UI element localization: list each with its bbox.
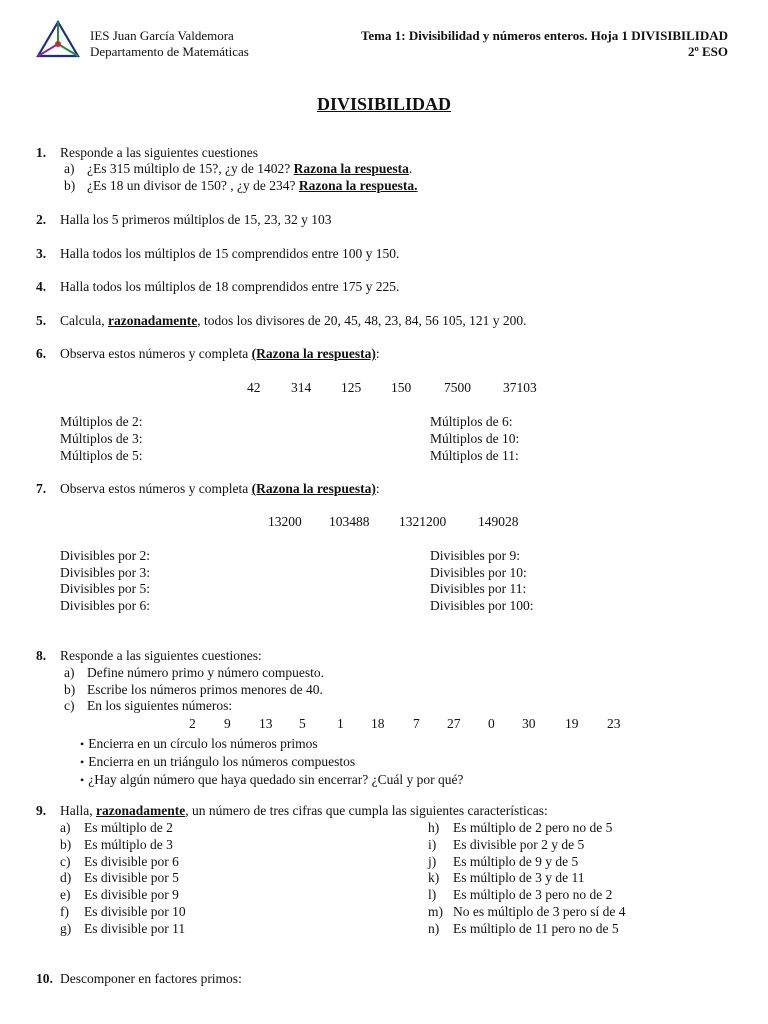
q8-bullets — [80, 735, 463, 789]
q1-a-label: a) — [64, 161, 75, 176]
q1-number: 1. — [36, 145, 47, 160]
q7-right-item: Divisibles por 11: — [430, 581, 527, 596]
q9-right-item: i) Es divisible por 2 y de 5 — [428, 836, 585, 852]
q6-number-item: 42 — [247, 380, 261, 395]
q7-numbers — [268, 514, 519, 530]
q6-left-item: Múltiplos de 2: — [60, 414, 143, 429]
q8-bullet-item: • Encierra en un triángulo los números compuestos — [80, 753, 463, 771]
q9-left-item: f) Es divisible por 10 — [60, 903, 186, 919]
course-label: 2º ESO — [687, 44, 728, 59]
q9-bold: razonadamente — [96, 803, 186, 818]
q7-number-item: 149028 — [478, 514, 519, 529]
q1-b — [87, 178, 417, 194]
q8-number-item: 27 — [447, 716, 461, 731]
q4-number: 4. — [36, 279, 47, 294]
q7-right-item: Divisibles por 9: — [430, 548, 520, 563]
q6-right-col — [430, 413, 519, 464]
page-title: DIVISIBILIDAD — [316, 94, 452, 114]
q5-post: , todos los divisores de 20, 45, 48, 23, 84, 56 105, 121 y 200. — [197, 313, 527, 328]
q9-number: 9. — [36, 803, 47, 818]
q8-number-item: 13 — [259, 716, 273, 731]
q8-number-item: 1 — [337, 716, 344, 731]
q7-number-item: 13200 — [268, 514, 302, 529]
q9-right-item: l) Es múltiplo de 3 pero no de 2 — [428, 887, 613, 903]
q7-left-col — [60, 548, 150, 614]
q5-number: 5. — [36, 313, 47, 328]
q9-pre: Halla, — [60, 803, 93, 818]
q7-bold: (Razona la respuesta) — [251, 481, 376, 496]
q7-left-item: Divisibles por 2: — [60, 548, 150, 563]
q1-a-end: . — [408, 161, 413, 176]
q1-b-text: ¿Es 18 un divisor de 150? , ¿y de 234? — [87, 178, 296, 193]
header-right — [361, 28, 728, 60]
q6-number-item: 37103 — [503, 380, 537, 395]
school-logo-icon — [36, 20, 80, 58]
q9-left-item: e) Es divisible por 9 — [60, 887, 179, 903]
q7-pre: Observa estos números y completa — [60, 481, 249, 496]
q5-pre: Calcula, — [60, 313, 105, 328]
topic-title: Tema 1: Divisibilidad y números enteros. Hoja 1 DIVISIBILIDAD — [360, 28, 728, 43]
q1-b-bold: Razona la respuesta. — [298, 178, 418, 193]
q1-a-bold: Razona la respuesta — [293, 161, 409, 176]
q7-left-item: Divisibles por 5: — [60, 581, 150, 596]
q8-a-label: a) — [64, 665, 75, 680]
q9-left-item: c) Es divisible por 6 — [60, 853, 179, 869]
q7-left-item: Divisibles por 3: — [60, 564, 150, 580]
q6-number-item: 125 — [341, 380, 362, 395]
q8-c-text: En los siguientes números: — [87, 698, 233, 713]
q9-right-item: j) Es múltiplo de 9 y de 5 — [428, 853, 579, 869]
q6-bold: (Razona la respuesta) — [251, 346, 376, 361]
q8-number: 8. — [36, 648, 47, 663]
q6-number-item: 7500 — [444, 380, 471, 395]
school-name: IES Juan García Valdemora — [90, 28, 234, 43]
q8-number-item: 30 — [522, 716, 536, 731]
q7-number-item: 103488 — [329, 514, 370, 529]
header-left — [90, 28, 249, 60]
q8-numbers — [189, 716, 621, 732]
q10-text: Descomponer en factores primos: — [60, 971, 242, 986]
q6-number-item: 150 — [391, 380, 412, 395]
q5-bold: razonadamente — [107, 313, 198, 328]
q8-number-item: 7 — [413, 716, 420, 731]
q6-pre: Observa estos números y completa — [60, 346, 249, 361]
q1-a-text: ¿Es 315 múltiplo de 15?, ¿y de 1402? — [87, 161, 291, 176]
q6-right-item: Múltiplos de 11: — [430, 448, 519, 463]
q9-left-item: b) Es múltiplo de 3 — [60, 836, 173, 852]
q9-right-item: m) No es múltiplo de 3 pero sí de 4 — [428, 903, 626, 919]
q8-number-item: 2 — [189, 716, 196, 731]
q8-b-text: Escribe los números primos menores de 40. — [87, 682, 323, 697]
q8-number-item: 0 — [488, 716, 495, 731]
q8-bullet-item: • Encierra en un círculo los números primos — [80, 735, 463, 753]
q6-right-item: Múltiplos de 6: — [430, 414, 513, 429]
q9-left-item: d) Es divisible por 5 — [60, 870, 179, 886]
q8-number-item: 9 — [224, 716, 231, 731]
q8-bullet-item: • ¿Hay algún número que haya quedado sin encerrar? ¿Cuál y por qué? — [80, 771, 463, 789]
q8-text: Responde a las siguientes cuestiones: — [60, 648, 262, 663]
q8-number-item: 19 — [565, 716, 579, 731]
q7-number-item: 1321200 — [399, 514, 447, 529]
q7-right-col — [430, 548, 534, 614]
q9-right-item: h) Es múltiplo de 2 pero no de 5 — [428, 820, 613, 835]
q8-b-label: b) — [64, 682, 76, 697]
q6-post: : — [375, 346, 380, 361]
q1-b-label: b) — [64, 178, 76, 193]
q7-right-item: Divisibles por 10: — [430, 564, 527, 580]
q3-number: 3. — [36, 246, 47, 261]
q8-number-item: 18 — [371, 716, 385, 731]
q8-number-item: 23 — [607, 716, 621, 731]
q1-text: Responde a las siguientes cuestiones — [60, 145, 258, 160]
q6-number-item: 314 — [291, 380, 312, 395]
q1-a — [87, 161, 412, 177]
q6-left-item: Múltiplos de 5: — [60, 448, 143, 463]
q7-post: : — [375, 481, 380, 496]
q6-number: 6. — [36, 346, 47, 361]
q9-right-item: n) Es múltiplo de 11 pero no de 5 — [428, 920, 619, 936]
q10-number: 10. — [36, 971, 53, 986]
q6-left-item: Múltiplos de 3: — [60, 431, 143, 446]
q6-left-col — [60, 413, 143, 464]
q7-left-item: Divisibles por 6: — [60, 597, 150, 613]
q8-c-label: c) — [64, 698, 75, 713]
q7-line — [60, 481, 380, 497]
q9-post: , un número de tres cifras que cumpla las siguientes características: — [185, 803, 548, 818]
q6-numbers — [247, 380, 537, 396]
q8-number-item: 5 — [299, 716, 306, 731]
q8-a-text: Define número primo y número compuesto. — [87, 665, 324, 680]
q4-text: Halla todos los múltiplos de 18 comprendidos entre 175 y 225. — [60, 279, 400, 294]
q9-right-col — [428, 820, 625, 938]
q9-left-col — [60, 820, 186, 938]
q6-right-item: Múltiplos de 10: — [430, 431, 520, 446]
q6-line — [60, 346, 380, 362]
q9-left-item: g) Es divisible por 11 — [60, 920, 186, 936]
q9-right-item: k) Es múltiplo de 3 y de 11 — [428, 870, 585, 886]
q9-left-item: a) Es múltiplo de 2 — [60, 820, 173, 835]
q7-number: 7. — [36, 481, 47, 496]
department-name: Departamento de Matemáticas — [90, 44, 249, 59]
q2-number: 2. — [36, 212, 47, 227]
q9-line — [60, 803, 548, 819]
q3-text: Halla todos los múltiplos de 15 comprendidos entre 100 y 150. — [60, 246, 400, 261]
q7-right-item: Divisibles por 100: — [430, 597, 534, 613]
q2-text: Halla los 5 primeros múltiplos de 15, 23, 32 y 103 — [60, 212, 332, 227]
q5-line — [60, 313, 526, 329]
